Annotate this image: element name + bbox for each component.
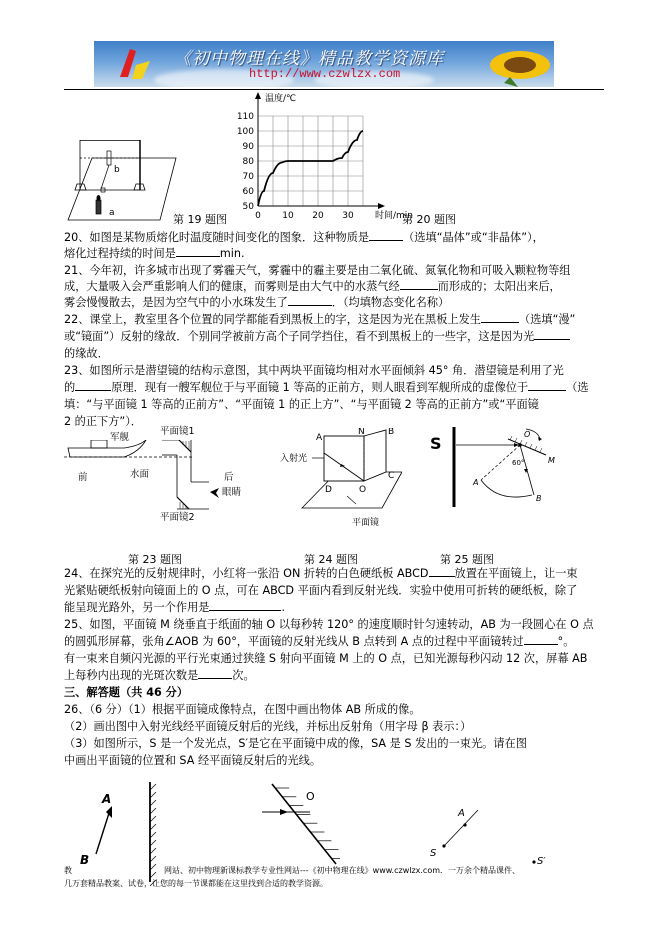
question-25-line-2: [64, 633, 574, 650]
fig25-O: O: [524, 430, 531, 439]
fig23-front-label: 前: [78, 472, 88, 483]
question-25-line-1: 25、如图，平面镜 M 绕垂直于纸面的轴 O 以每秒转 120° 的速度顺时针匀速转动，AB 为一段圆心在 O 点: [64, 618, 594, 631]
chart-y-tick-label: 60: [242, 187, 254, 197]
question-23-line-1: 23、如图所示是潜望镜的结构示意图，其中两块平面镜均相对水平面倾斜 45° 角．潜望镜是利用了光: [64, 364, 564, 377]
q23-text-2c: （选: [566, 381, 589, 394]
question-24-line-1: [64, 565, 578, 582]
fig25-M: M: [548, 456, 555, 465]
q22-text-1: 22、课堂上，教室里各个位置的同学都能看到黑板上的字，这是因为光在黑板上发生: [64, 313, 481, 326]
q23-blank-2[interactable]: [528, 379, 566, 391]
fig24-mirror-label: 平面镜: [352, 518, 380, 528]
sunflower-icon: [484, 43, 554, 87]
question-24-line-2: 光紧贴硬纸板射向镜面上的 O 点，可在 ABCD 平面内看到反射光线．实验中使用可折转的硬纸板，除了: [64, 584, 578, 597]
fig24-incident-label: 入射光: [280, 454, 308, 464]
footer-line-1: [64, 865, 520, 876]
chart-xlabel: 时间/min: [375, 211, 414, 221]
q24-blank-2[interactable]: [209, 599, 281, 611]
fig24-A: A: [316, 433, 323, 443]
chart-x-axis-arrow: [378, 203, 385, 209]
question-21-line-2: [64, 278, 561, 295]
fig25-rotating-mirror: [418, 425, 558, 515]
footer-text-1b: 网站、初中物理新课标教学专业性网站---《初中物理在线》www.czwlzx.com．一万余个精品课件、: [164, 866, 521, 875]
fig24-caption: 第 24 题图: [304, 553, 358, 566]
question-20-line-2: [64, 245, 245, 262]
fig25-S: S: [430, 434, 442, 453]
fig19-label-a: a: [109, 208, 115, 218]
q25-text-4b: 次。: [232, 669, 255, 682]
question-22-line-1: [64, 311, 575, 328]
q20-blank-2[interactable]: [176, 245, 220, 257]
q23-blank-1[interactable]: [75, 379, 111, 391]
q22-text-2: 或“镜面”）反射的缘故．个别同学被前方高个子同学挡住，看不到黑板上的一些字，这是因为光: [64, 330, 535, 343]
chart-y-axis-arrow: [255, 92, 261, 99]
fig26a-A: A: [102, 792, 112, 806]
question-26-line-4: 中画出平面镜的位置和 SA 经平面镜反射后的光线。: [64, 754, 322, 767]
fig23-caption: 第 23 题图: [128, 553, 182, 566]
q24-text-1b: 放置在平面镜上，让一束: [454, 567, 578, 580]
fig23-mirror1-label: 平面镜1: [160, 426, 195, 437]
q24-blank-1[interactable]: [429, 565, 455, 577]
fig24-reflection-board: [252, 428, 402, 528]
chart-x-tick-label: 20: [312, 211, 324, 221]
chart-y-tick-label: 90: [242, 142, 254, 152]
q23-text-2b: 原理．现有一艘军舰位于与平面镜 1 等高的正前方，则人眼看到军舰所成的虚像位于: [111, 381, 529, 394]
chart-ylabel: 温度/℃: [265, 94, 297, 104]
banner-title: 《初中物理在线》精品教学资源库: [174, 49, 444, 69]
question-26-line-3: （3）如图所示，S 是一个发光点，S′是它在平面镜中成的像，SA 是 S 发出的一束光。请在图: [64, 737, 527, 750]
eye-icon: [210, 488, 219, 498]
fig26c-S: S: [430, 848, 437, 859]
fig26c-S-prime: S′: [537, 856, 546, 867]
q21-text-3b: ．（均填物态变化名称）: [331, 296, 450, 309]
q20-text-1b: （选填“晶体”或“非晶体”），: [403, 231, 544, 244]
q25-text-2: 的圆弧形屏幕，张角∠AOB 为 60°，平面镜的反射光线从 B 点转到 A 点的过程中平面镜转过: [64, 635, 524, 648]
fig26a-B: B: [80, 853, 90, 867]
question-21-line-1: 21、今年初，许多城市出现了雾霾天气，雾霾中的霾主要是由二氧化硫、氮氧化物和可吸入颗粒物等组: [64, 264, 571, 277]
fig26c-point-source: [400, 790, 550, 870]
chart-y-tick-label: 70: [242, 172, 254, 182]
q25-text-4: 上每秒内出现的光斑次数是: [64, 669, 199, 682]
question-23-line-4: 2 的正下方”）．: [64, 415, 142, 428]
fig24-C: C: [388, 471, 395, 481]
fig20-caption: 第 20 题图: [402, 213, 456, 226]
question-21-line-3: [64, 294, 449, 311]
header-banner: [94, 41, 554, 87]
question-24-line-3: [64, 599, 285, 616]
logo-icon: [116, 47, 156, 83]
fig26b-O: O: [306, 790, 315, 803]
q25-blank-2[interactable]: [198, 667, 232, 679]
q25-text-2b: °。: [557, 635, 575, 648]
q25-blank-1[interactable]: [524, 633, 558, 645]
fig23-eye-label: 眼睛: [222, 487, 242, 498]
chart-series-line: [258, 131, 363, 206]
question-26-line-1: 26、（6 分）（1）根据平面镜成像特点，在图中画出物体 AB 所成的像。: [64, 703, 421, 716]
q21-text-3: 雾会慢慢散去，是因为空气中的小水珠发生了: [64, 296, 288, 309]
chart-y-tick-label: 80: [242, 157, 254, 167]
chart-x-tick-label: 0: [255, 211, 261, 221]
fig19-label-b: b: [114, 165, 120, 175]
q24-text-1: 24、在探究光的反射规律时，小红将一张沿 ON 折转的白色硬纸板 ABCD: [64, 567, 429, 580]
question-22-line-3: 的缘故．: [64, 347, 109, 360]
fig19-diagram: [64, 140, 184, 225]
q20-blank-1[interactable]: [369, 229, 403, 241]
fig26c-A: A: [458, 808, 465, 819]
question-22-line-2: [64, 328, 570, 345]
q24-text-3: 能呈现光路外，另一个作用是: [64, 601, 210, 614]
chart-y-tick-label: 100: [236, 127, 254, 137]
fig20-chart: [232, 87, 432, 225]
q21-text-2: 成，大量吸入会严重影响人们的健康，而雾则是由大气中的水蒸气经: [64, 280, 400, 293]
footer-text-1a: 教: [64, 866, 72, 875]
fig26b-incident-ray: [210, 778, 340, 868]
fig25-caption: 第 25 题图: [440, 553, 494, 566]
chart-x-tick-label: 30: [342, 211, 354, 221]
q20-text-2b: min.: [219, 247, 245, 260]
question-23-line-3: 填：“与平面镜 1 等高的正前方”、“平面镜 1 的正上方”、“与平面镜 2 等高的正前方”或“平面镜: [64, 398, 539, 411]
fig24-D: D: [325, 485, 332, 495]
chart-y-tick-label: 50: [242, 202, 254, 212]
question-20-line-1: [64, 229, 544, 246]
q22-text-1b: （选填“漫”: [519, 313, 576, 326]
q20-text-2: 熔化过程持续的时间是: [64, 247, 176, 260]
question-26-line-2: （2）画出图中入射光线经平面镜反射后的光线，并标出反射角（用字母 β 表示：）: [64, 720, 472, 733]
fig25-angle: 60°: [512, 459, 525, 467]
chart-x-tick-label: 10: [282, 211, 294, 221]
chart-y-tick-label: 110: [236, 112, 254, 122]
fig24-O: O: [359, 485, 367, 495]
question-25-line-3: 有一束来自频闪光源的平行光束通过狭缝 S 射向平面镜 M 上的 O 点，已知光源每秒闪动 12 次，屏幕 AB: [64, 652, 588, 665]
fig23-back-label: 后: [224, 472, 234, 483]
question-23-line-2: [64, 379, 589, 396]
q21-blank-1[interactable]: [400, 278, 438, 290]
fig23-mirror2-label: 平面镜2: [160, 512, 195, 523]
q21-text-2b: 而形成的；太阳出来后，: [437, 280, 561, 293]
fig23-ship-label: 军舰: [110, 432, 130, 443]
q23-text-2a: 的: [64, 381, 76, 394]
fig25-B: B: [536, 494, 542, 503]
question-25-line-4: [64, 667, 255, 684]
section-3-heading: 三、解答题（共 46 分）: [64, 686, 189, 699]
fig24-N: N: [358, 428, 365, 437]
fig25-A: A: [473, 478, 479, 487]
q20-text-1: 20、如图是某物质熔化时温度随时间变化的图象．这种物质是: [64, 231, 370, 244]
fig24-B: B: [388, 428, 395, 437]
footer-line-2: 几万套精品教案、试卷，让您的每一节课都能在这里找到合适的教学资源。: [64, 879, 328, 888]
q24-text-3b: .: [281, 601, 286, 614]
q22-blank-2[interactable]: [534, 328, 570, 340]
fig23-water-label: 水面: [130, 469, 150, 480]
banner-url[interactable]: http://www.czwlzx.com: [249, 67, 401, 81]
q21-blank-2[interactable]: [288, 294, 332, 306]
q22-blank-1[interactable]: [481, 311, 519, 323]
fig19-caption: 第 19 题图: [173, 213, 227, 226]
